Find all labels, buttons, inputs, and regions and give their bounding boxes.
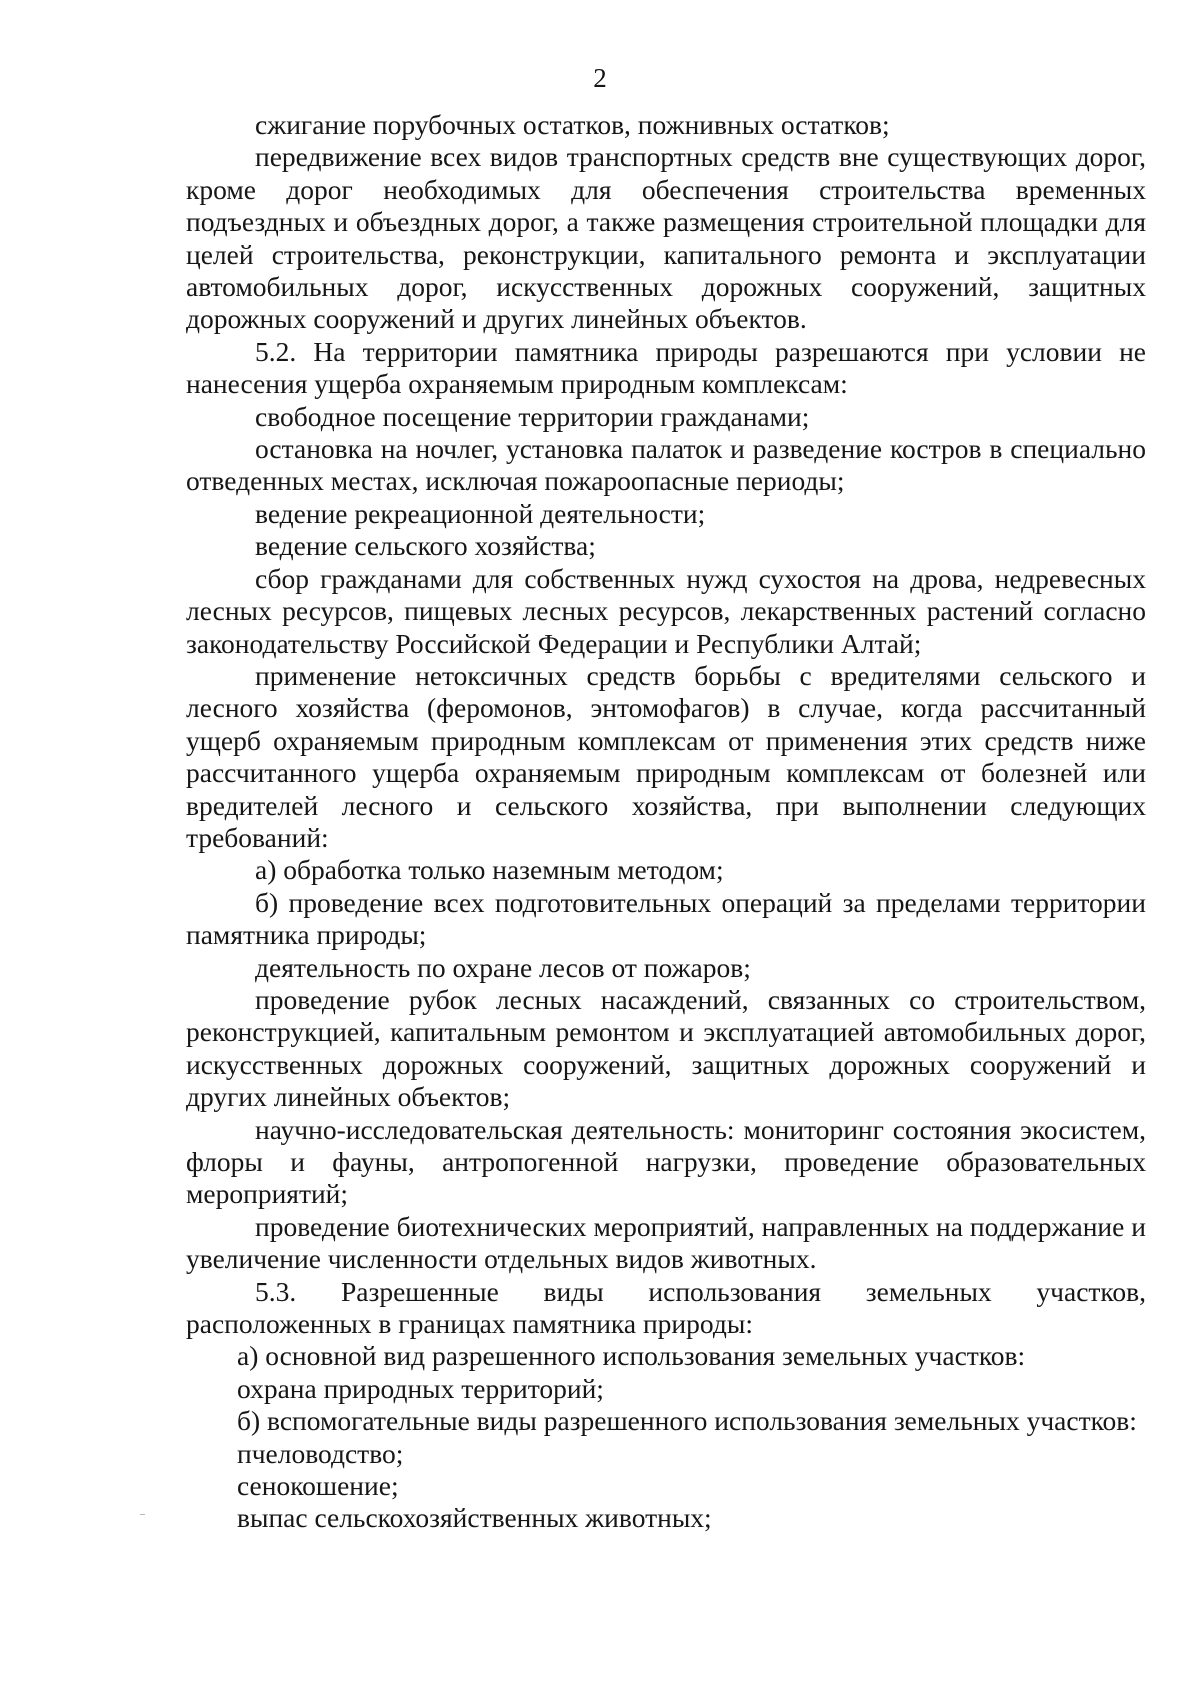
paragraph: сбор гражданами для собственных нужд сухостоя на дрова, недревесных лесных ресурсов, пищевых лесных ресурсов, лекарственных растений согласно законодательству Российской Федерации и Республики Алтай; (186, 562, 1146, 659)
paragraph: 5.3. Разрешенные виды использования земельных участков, расположенных в границах памятника природы: (186, 1275, 1146, 1340)
paragraph: применение нетоксичных средств борьбы с вредителями сельского и лесного хозяйства (феромонов, энтомофагов) в случае, когда рассчитанный ущерб охраняемым природным комплексам от применения этих средств ниже рассчитанного ущерба охраняемым природным комплексам от болезней или вредителей лесного и сельского хозяйства, при выполнении следующих требований: (186, 659, 1146, 853)
paragraph: ведение рекреационной деятельности; (255, 497, 706, 529)
paragraph: проведение рубок лесных насаждений, связанных со строительством, реконструкцией, капитальным ремонтом и эксплуатацией автомобильных дорог, искусственных дорожных сооружений, защитных дорожных сооружений и других линейных объектов; (186, 983, 1146, 1113)
paragraph: выпас сельскохозяйственных животных; (237, 1502, 712, 1534)
paragraph: охрана природных территорий; (237, 1372, 604, 1404)
paragraph: деятельность по охране лесов от пожаров; (255, 951, 751, 983)
page-number: 2 (593, 63, 607, 93)
paragraph: ведение сельского хозяйства; (255, 530, 596, 562)
paragraph: б) вспомогательные виды разрешенного использования земельных участков: (237, 1405, 1137, 1437)
paragraph: сжигание порубочных остатков, пожнивных остатков; (255, 109, 890, 140)
paragraph: а) обработка только наземным методом; (255, 854, 724, 886)
paragraph: проведение биотехнических мероприятий, направленных на поддержание и увеличение численности отдельных видов животных. (186, 1210, 1146, 1275)
scan-mark (140, 1514, 145, 1515)
paragraph: б) проведение всех подготовительных операций за пределами территории памятника природы; (186, 886, 1146, 951)
paragraph: остановка на ночлег, установка палаток и разведение костров в специально отведенных местах, исключая пожароопасные периоды; (186, 433, 1146, 497)
paragraph: а) основной вид разрешенного использования земельных участков: (237, 1340, 1026, 1372)
document-body (186, 109, 1146, 1535)
paragraph: сенокошение; (237, 1470, 399, 1502)
paragraph: свободное посещение территории гражданами; (255, 400, 810, 432)
paragraph: научно-исследовательская деятельность: мониторинг состояния экосистем, флоры и фауны, антропогенной нагрузки, проведение образовательных мероприятий; (186, 1113, 1146, 1210)
paragraph: передвижение всех видов транспортных средств вне существующих дорог, кроме дорог необходимых для обеспечения строительства временных подъездных и объездных дорог, а также размещения строительной площадки для целей строительства, реконструкции, капитального ремонта и эксплуатации автомобильных дорог, искусственных дорожных сооружений, защитных дорожных сооружений и других линейных объектов. (186, 141, 1146, 335)
paragraph: 5.2. На территории памятника природы разрешаются при условии не нанесения ущерба охраняемым природным комплексам: (186, 335, 1146, 400)
paragraph: пчеловодство; (237, 1437, 404, 1469)
